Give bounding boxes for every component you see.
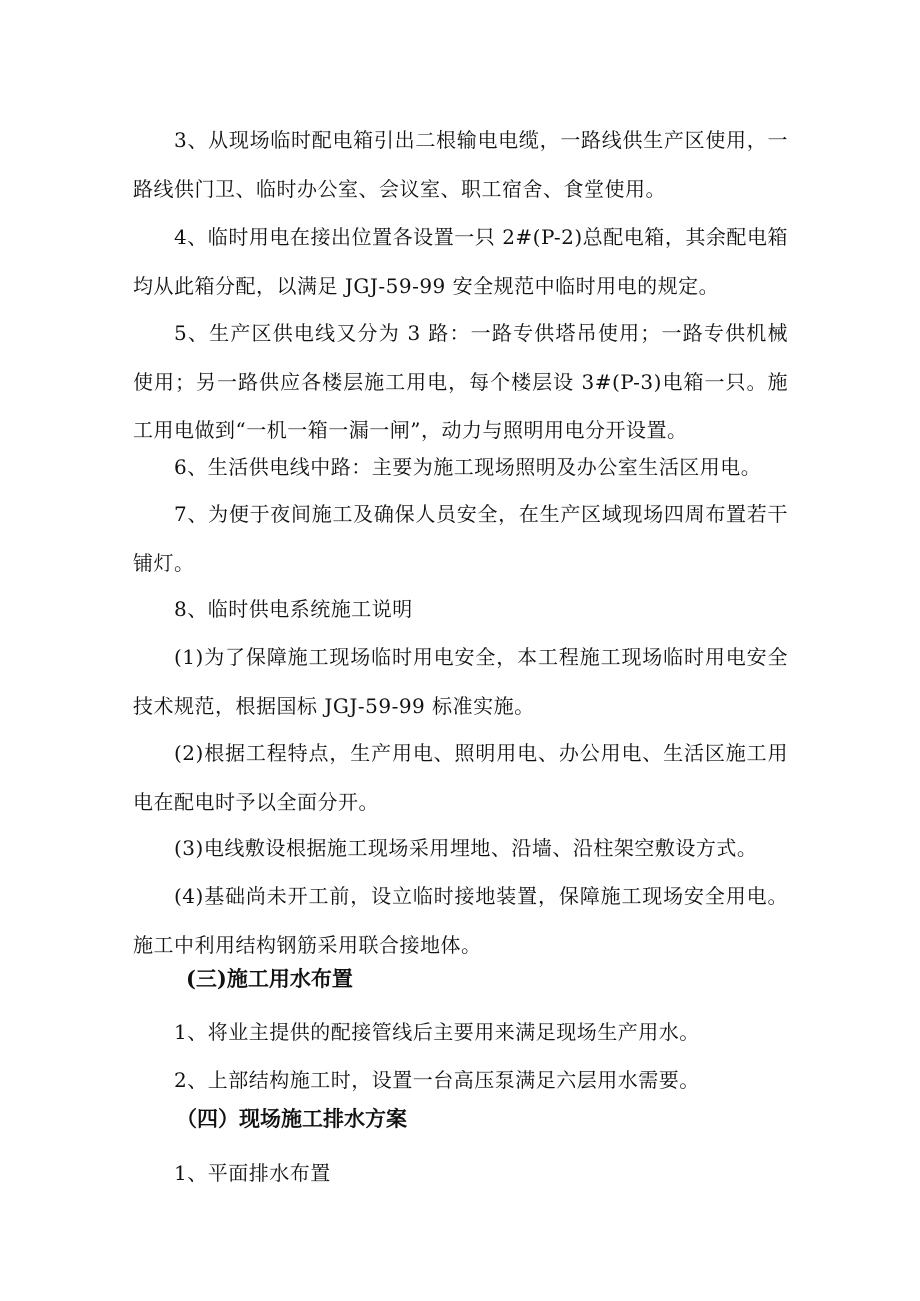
water-paragraph-2: 2、上部结构施工时，设置一台高压泵满足六层用水需要。	[174, 1068, 700, 1092]
paragraph-4: 4、临时用电在接出位置各设置一只 2#(P-2)总配电箱，其余配电箱均从此箱分配，以满足 JGJ-59-99 安全规范中临时用电的规定。	[133, 225, 788, 298]
paragraph-8: 8、临时供电系统施工说明	[174, 597, 413, 621]
drainage-paragraph-1: 1、平面排水布置	[174, 1161, 331, 1185]
section-heading-drainage: （四）现场施工排水方案	[176, 1106, 407, 1131]
paragraph-8-2: (2)根据工程特点，生产用电、照明用电、办公用电、生活区施工用电在配电时予以全面分开。	[133, 741, 788, 814]
paragraph-8-1: (1)为了保障施工现场临时用电安全，本工程施工现场临时用电安全技术规范，根据国标 JGJ-59-99 标准实施。	[133, 645, 788, 718]
water-paragraph-1: 1、将业主提供的配接管线后主要用来满足现场生产用水。	[174, 1020, 700, 1044]
paragraph-3: 3、从现场临时配电箱引出二根输电电缆，一路线供生产区使用，一路线供门卫、临时办公室、会议室、职工宿舍、食堂使用。	[133, 128, 788, 201]
paragraph-5: 5、生产区供电线又分为 3 路：一路专供塔吊使用；一路专供机械使用；另一路供应各楼层施工用电，每个楼层设 3#(P-3)电箱一只。施工用电做到“一机一箱一漏一闸”，动力与照明用电分开设置。	[133, 321, 788, 442]
section-heading-water: (三)施工用水布置	[186, 966, 353, 991]
paragraph-6: 6、生活供电线中路：主要为施工现场照明及办公室生活区用电。	[174, 455, 762, 479]
paragraph-8-3: (3)电线敷设根据施工现场采用埋地、沿墙、沿柱架空敷设方式。	[174, 836, 758, 860]
paragraph-7: 7、为便于夜间施工及确保人员安全，在生产区域现场四周布置若干铺灯。	[133, 502, 788, 575]
paragraph-8-4: (4)基础尚未开工前，设立临时接地装置，保障施工现场安全用电。施工中利用结构钢筋采用联合接地体。	[133, 884, 788, 957]
